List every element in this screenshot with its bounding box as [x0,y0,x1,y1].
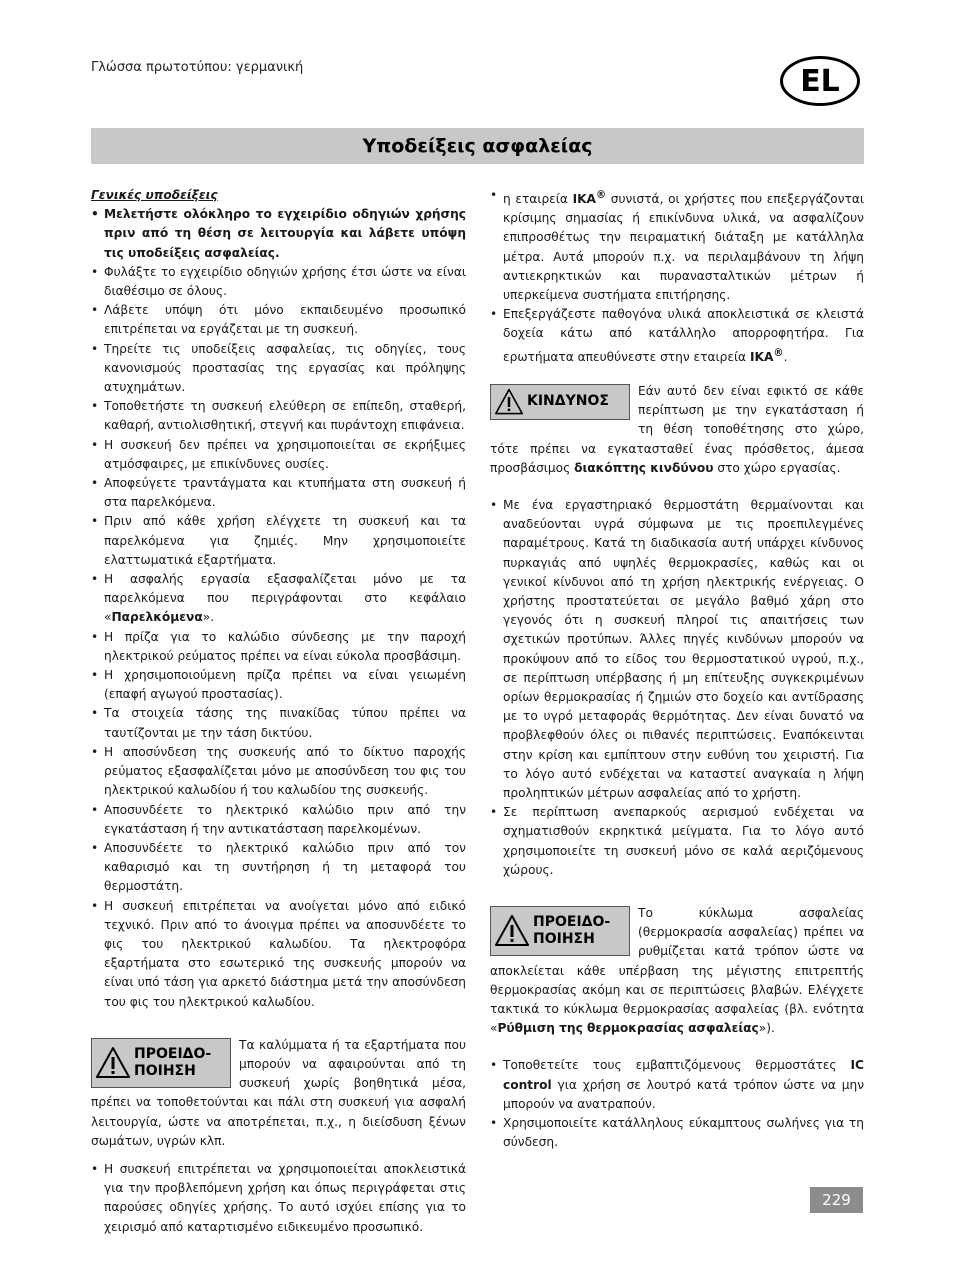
danger-label: ΚΙΝΔΥΝΟΣ [527,393,609,410]
cover-warning-block [91,1036,466,1151]
ika-brand-name: IKA [572,192,596,207]
accessories-text-post: ». [202,610,215,625]
warning-text: Τα καλύμματα ή τα εξαρτήματα που μπορούν να αφαιρούνται από τη συσκευή χωρίς βοηθητικά μέσα, πρέπει να τοποθετούνται και πάλι στη συσκευή για ασφαλή λειτουργία, ώστε να αποτρέπεται, π.χ., η διείσδυση ξένων σωμάτων, υγρών κλπ. [91,1037,466,1148]
ic-text-pre: Τοποθετείτε τους εμβαπτιζόμενους θερμοστάτες [503,1058,851,1073]
installation-list [490,1056,864,1152]
warning-triangle-icon [495,388,523,416]
emergency-switch-text: διακόπτης κινδύνου [574,460,714,475]
list-item: • Αποσυνδέετε το ηλεκτρικό καλώδιο πριν από τον καθαρισμό και τη συντήρηση ή τη μεταφορά του θερμοστάτη. [91,839,466,897]
list-item: • Μελετήστε ολόκληρο το εγχειρίδιο οδηγιών χρήσης πριν από τη θέση σε λειτουργία και λάβετε υπόψη τις υποδείξεις ασφαλείας. [91,205,466,263]
safety-temp-section-ref: Ρύθμιση της θερμοκρασίας ασφαλείας [497,1021,759,1036]
list-item: • Η συσκευή επιτρέπεται να ανοίγεται μόνο από ειδικό τεχνικό. Πριν από το άνοιγμα πρέπει να αποσυνδέετε το φις του ηλεκτρικού καλωδίου. Τα ηλεκτροφόρα εξαρτήματα στο εσωτερικό της συσκευής μπορούν να είναι υπό τάση για αρκετό διάστημα μετά την αποσύνδεση του φις του ηλεκτρικού καλωδίου. [91,897,466,1012]
list-item: • Η συσκευή επιτρέπεται να χρησιμοποιείται αποκλειστικά για την προβλεπόμενη χρήση και όπως περιγράφεται στις παρούσες οδηγίες χρήσης. Το αυτό ισχύει επίσης για το χειρισμό από καταρτισμένο ειδικευμένο προσωπικό. [91,1160,466,1237]
ic-text-post: για χρήση σε λουτρό κατά τρόπον ώστε να μην μπορούν να ανατραπούν. [503,1077,864,1111]
warning-triangle-icon [495,914,529,948]
original-language-note: Γλώσσα πρωτοτύπου: γερμανική [91,60,304,75]
list-item: • Αποφεύγετε τραντάγματα και κτυπήματα στη συσκευή ή στα παρελκόμενα. [91,474,466,512]
ika-brand [749,347,784,364]
right-column [490,186,864,1152]
list-item: • Πριν από κάθε χρήση ελέγχετε τη συσκευή και τα παρελκόμενα για ζημιές. Μην χρησιμοποιείτε ελαττωματικά εξαρτήματα. [91,512,466,570]
warning-text-post: »). [758,1021,775,1036]
list-item: • Τα στοιχεία τάσης της πινακίδας τύπου πρέπει να ταυτίζονται με την τάση δικτύου. [91,704,466,742]
general-notes-list [91,205,466,1012]
list-item: • Αποσυνδέετε το ηλεκτρικό καλώδιο πριν από την εγκατάσταση ή την αντικατάσταση παρελκομένων. [91,801,466,839]
ika-text-pre: η εταιρεία [503,192,573,207]
list-item: • Φυλάξτε το εγχειρίδιο οδηγιών χρήσης έτσι ώστε να είναι διαθέσιμο σε όλους. [91,263,466,301]
registered-mark: ® [595,190,607,201]
list-item: • Η χρησιμοποιούμενη πρίζα πρέπει να είναι γειωμένη (επαφή αγωγού προστασίας). [91,666,466,704]
list-item [91,570,466,628]
pathogen-text: Επεξεργάζεστε παθογόνα υλικά αποκλειστικά σε κλειστά δοχεία κάτω από κατάλληλο απορροφητήρα. Για ερωτήματα απευθύνεστε στην εταιρεία [503,307,864,364]
list-item: • Η συσκευή δεν πρέπει να χρησιμοποιείται σε εκρήξιμες ατμόσφαιρες, με επικίνδυνες ουσίες. [91,436,466,474]
ika-recommendations-list [490,186,864,367]
danger-block [490,382,864,478]
list-item: • Τηρείτε τις υποδείξεις ασφαλείας, τις οδηγίες, τους κανονισμούς προστασίας της εργασίας και πρόληψης ατυχημάτων. [91,340,466,398]
warning-badge [490,906,630,956]
warning-badge [91,1038,231,1088]
ika-brand [573,192,607,206]
page-title: Υποδείξεις ασφαλείας [362,135,593,157]
safety-circuit-warning-block [490,904,864,1038]
ika-text-post: συνιστά, οι χρήστες που επεξεργάζονται κρίσιμης σημασίας ή επικίνδυνα υλικά, να ασφαλίζουν επιπροσθέτως την πειραματική διάταξη με κατάλληλα μέτρα. Αυτά μπορούν π.χ. να περιλαμβάνουν τη λήψη αντιεκρηκτικών και πυρανασταλτικών μέτρων ή υπερκείμενα συστήματα επιτήρησης. [503,192,864,303]
list-item: • Χρησιμοποιείτε κατάλληλους εύκαμπτους σωλήνες για τη σύνδεση. [490,1114,864,1152]
list-item: • Λάβετε υπόψη ότι μόνο εκπαιδευμένο προσωπικό επιτρέπεται να εργάζεται με τη συσκευή. [91,301,466,339]
list-item: • Τοποθετήστε τη συσκευή ελεύθερη σε επίπεδη, σταθερή, καθαρή, αντιολισθητική, στεγνή και πυράντοχη επιφάνεια. [91,397,466,435]
danger-badge [490,384,630,420]
list-item [490,1056,864,1114]
list-item: • Με ένα εργαστηριακό θερμοστάτη θερμαίνονται και αναδεύονται υγρά σύμφωνα με τις προεπιλεγμένες παραμέτρους. Κατά τη διαδικασία αυτή υπάρχει κίνδυνος πυρκαγιάς από υψηλές θερμοκρασίες, καθώς και οι γενικοί κίνδυνοι από τη χρήση ηλεκτρικής ενέργειας. Ο χρήστης προστατεύεται σε μεγάλο βαθμό χάρη στο γεγονός ότι η συσκευή πληροί τις απαιτήσεις των σχετικών προτύπων. Άλλες πηγές κινδύνων μπορούν να προκύψουν από το είδος του θερμοστατικού υγρού, π.χ., σε περίπτωση υπέρβασης ή μη επίτευξης συγκεκριμένων ορίων θερμοκρασίας ή ζημιών στο δοχείο και αντίδρασης με το υγρό μεταφοράς θερμότητας. Δεν είναι δυνατό να προβλεφθούν όλες οι πιθανές περιπτώσεις. Εναπόκεινται στην κρίση και εμπίπτουν στην ευθύνη του χειριστή. Για το λόγο αυτό ενδέχεται να καταστεί αναγκαία η λήψη προληπτικών μέτρων ασφαλείας από το χρήστη. [490,496,864,803]
danger-text-post: στο χώρο εργασίας. [713,460,841,475]
warning-text-pre: Το κύκλωμα ασφαλείας (θερμοκρασία ασφαλείας) πρέπει να ρυθμίζεται κατά τρόπον ώστε να αποκλείεται κάθε υπέρβαση της μέγιστης επιτρεπτής θερμοκρασίας ακόμη και σε περιπτώσεις βλαβών. Ελέγχετε τακτικά το κύκλωμα θερμοκρασίας ασφαλείας (βλ. ενότητα « [490,906,864,1036]
general-notes-heading: Γενικές υποδείξεις [91,188,218,202]
accessories-link-text: Παρελκόμενα [111,610,203,625]
warning-label: ΠΡΟΕΙΔΟ- ΠΟΙΗΣΗ [533,914,611,948]
title-bar [91,128,864,164]
page-number: 229 [810,1187,863,1213]
accessories-text-pre: Η ασφαλής εργασία εξασφαλίζεται μόνο με τα παρελκόμενα που περιγράφονται στο κεφάλαιο « [104,572,466,625]
list-item: • Η πρίζα για το καλώδιο σύνδεσης με την παροχή ηλεκτρικού ρεύματος πρέπει να είναι εύκολα προσβάσιμη. [91,628,466,666]
list-item: • Σε περίπτωση ανεπαρκούς αερισμού ενδέχεται να σχηματισθούν εκρηκτικά μείγματα. Για το λόγο αυτό χρησιμοποιείτε τη συσκευή μόνο σε καλά αεριζόμενους χώρους. [490,803,864,880]
warning-label: ΠΡΟΕΙΔΟ- ΠΟΙΗΣΗ [134,1045,212,1079]
registered-mark: ® [773,347,784,359]
list-item [490,186,864,305]
ic-control-name: IC control [503,1058,864,1092]
intended-use-list [91,1160,466,1237]
pathogen-text-post: . [783,349,788,364]
list-item: • Η αποσύνδεση της συσκευής από το δίκτυο παροχής ρεύματος εξασφαλίζεται μόνο με αποσύνδεση του φις του ηλεκτρικού καλωδίου ή του καλωδίου της συσκευής. [91,743,466,801]
ika-brand-name: IKA [749,349,774,364]
language-badge: EL [780,56,860,106]
danger-text-pre: Εάν αυτό δεν είναι εφικτό σε κάθε περίπτωση με την εγκατάσταση ή τη θέση τοποθέτησης στο χώρο, τότε πρέπει να εγκατασταθεί ένας πρόσθετος, άμεσα προσβάσιμος [490,383,864,475]
list-item [490,305,864,367]
thermostat-hazards-list [490,496,864,880]
warning-triangle-icon [96,1046,130,1080]
left-column [91,186,466,1237]
